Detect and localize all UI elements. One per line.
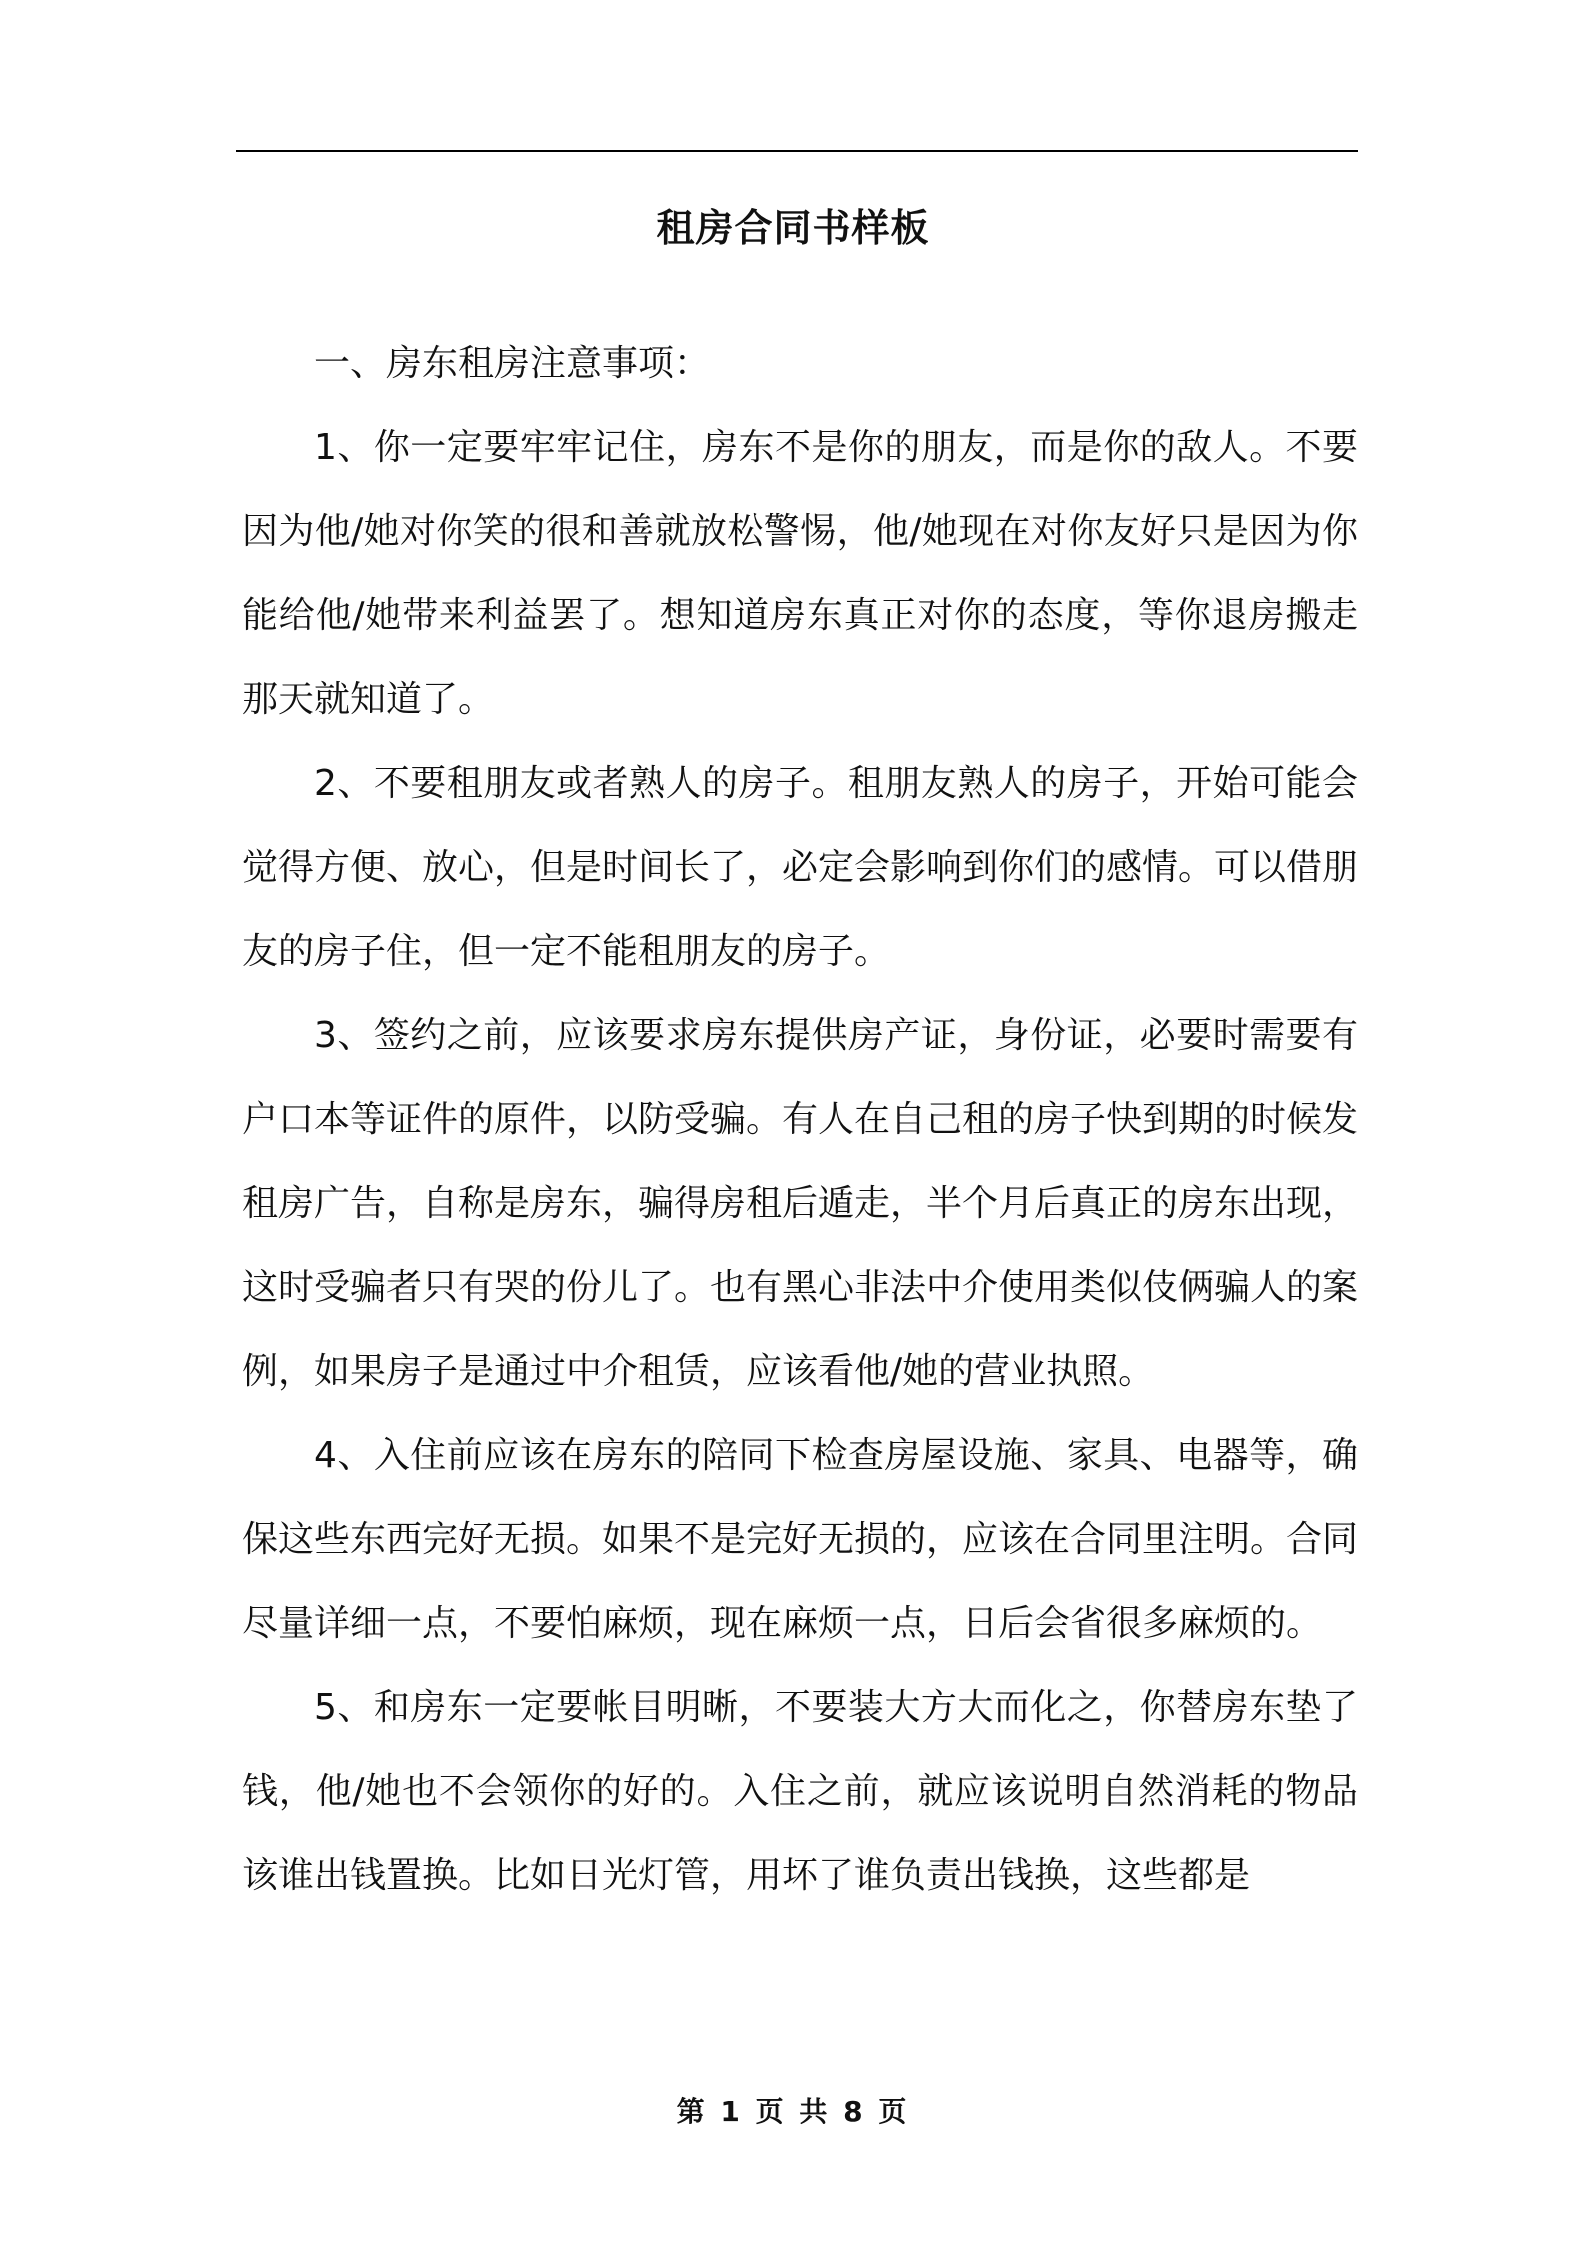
paragraph-3: 3、签约之前，应该要求房东提供房产证，身份证，必要时需要有户口本等证件的原件，以防受骗。有人在自己租的房子快到期的时候发租房广告，自称是房东，骗得房租后遁走，半个月后真正的房东出现，这时受骗者只有哭的份儿了。也有黑心非法中介使用类似伎俩骗人的案例，如果房子是通过中介租赁，应该看他/她的营业执照。 bbox=[242, 1015, 1359, 1392]
paragraph-heading: 一、房东租房注意事项： bbox=[314, 343, 711, 384]
paragraph-2: 2、不要租朋友或者熟人的房子。租朋友熟人的房子，开始可能会觉得方便、放心，但是时间长了，必定会影响到你们的感情。可以借朋友的房子住，但一定不能租朋友的房子。 bbox=[242, 763, 1359, 972]
paragraph-4: 4、入住前应该在房东的陪同下检查房屋设施、家具、电器等，确保这些东西完好无损。如果不是完好无损的，应该在合同里注明。合同尽量详细一点，不要怕麻烦，现在麻烦一点，日后会省很多麻烦的。 bbox=[242, 1435, 1359, 1644]
paragraph-5: 5、和房东一定要帐目明晰，不要装大方大而化之，你替房东垫了钱，他/她也不会领你的好的。入住之前，就应该说明自然消耗的物品该谁出钱置换。比如日光灯管，用坏了谁负责出钱换，这些都是 bbox=[242, 1687, 1358, 1896]
page-number-footer: 第 1 页 共 8 页 bbox=[676, 2095, 910, 2128]
document-title: 租房合同书样板 bbox=[656, 206, 930, 250]
document-body bbox=[242, 322, 1358, 1918]
paragraph-1: 1、你一定要牢牢记住，房东不是你的朋友，而是你的敌人。不要因为他/她对你笑的很和善就放松警惕，他/她现在对你友好只是因为你能给他/她带来利益罢了。想知道房东真正对你的态度，等你退房搬走那天就知道了。 bbox=[242, 427, 1358, 720]
header-rule bbox=[236, 150, 1358, 152]
